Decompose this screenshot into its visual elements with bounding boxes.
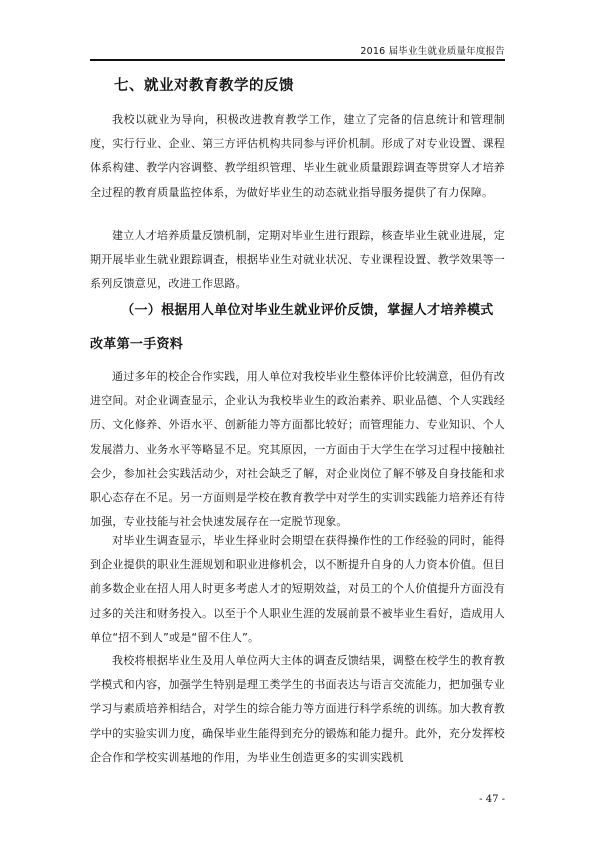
header-title: 2016 届毕业生就业质量年度报告 [360,46,505,57]
section-title: 七、就业对教育教学的反馈 [114,78,294,94]
subsection-title: （一）根据用人单位对毕业生就业评价反馈，掌握人才培养模式改革第一手资料 [90,303,494,352]
header-divider [90,59,505,61]
sub-paragraph-3: 我校将根据毕业生及用人单位两大主体的调查反馈结果，调整在校学生的教育教学模式和内容，加强学生特别是理工类学生的书面表达与语言交流能力，把加强专业学习与素质培养相结合，对学生的综合能力等方面进行科学系统的训练。加大教育教学中的实验实训力度，确保毕业生能得到充分的锻炼和能力提升。此外，充分发挥校企合作和学校实训基地的作用，为毕业生创造更多的实训实践机 [90,654,505,764]
sub-paragraph-1: 通过多年的校企合作实践，用人单位对我校毕业生整体评价比较满意，但仍有改进空间。对企业调查显示，企业认为我校毕业生的政治素养、职业品德、个人实践经历、文化修养、外语水平、创新能力等方面都比较好；而管理能力、专业知识、个人发展潜力、业务水平等略显不足。究其原因，一方面由于大学生在学习过程中接触社会少，参加社会实践活动少，对社会缺乏了解，对企业岗位了解不够及自身技能和求职心态存在不足。另一方面则是学校在教育教学中对学生的实训实践能力培养还有待加强，专业技能与社会快速发展存在一定脱节现象。 [90,370,505,529]
paragraph-1: 我校以就业为导向，积极改进教育教学工作，建立了完备的信息统计和管理制度，实行行业、企业、第三方评估机构共同参与评价机制。形成了对专业设置、课程体系构建、教学内容调整、教学组织管理、毕业生就业质量跟踪调查等贯穿人才培养全过程的教育质量监控体系，为做好毕业生的动态就业指导服务提供了有力保障。 [90,113,505,199]
paragraph-2: 建立人才培养质量反馈机制，定期对毕业生进行跟踪，核查毕业生就业进展，定期开展毕业生就业跟踪调查，根据毕业生对就业状况、专业课程设置、教学效果等一系列反馈意见，改进工作思路。 [90,229,505,291]
sub-paragraph-2: 对毕业生调查显示，毕业生择业时会期望在获得操作性的工作经验的同时，能得到企业提供的职业生涯规划和职业进修机会，以不断提升自身的人力资本价值。但目前多数企业在招人用人时更多考虑人才的短期效益，对员工的个人价值提升方面没有过多的关注和财务投入。以至于个人职业生涯的发展前景不被毕业生看好，造成用人单位“招不到人”或是“留不住人”。 [90,534,505,644]
page-number: - 47 - [479,794,505,805]
